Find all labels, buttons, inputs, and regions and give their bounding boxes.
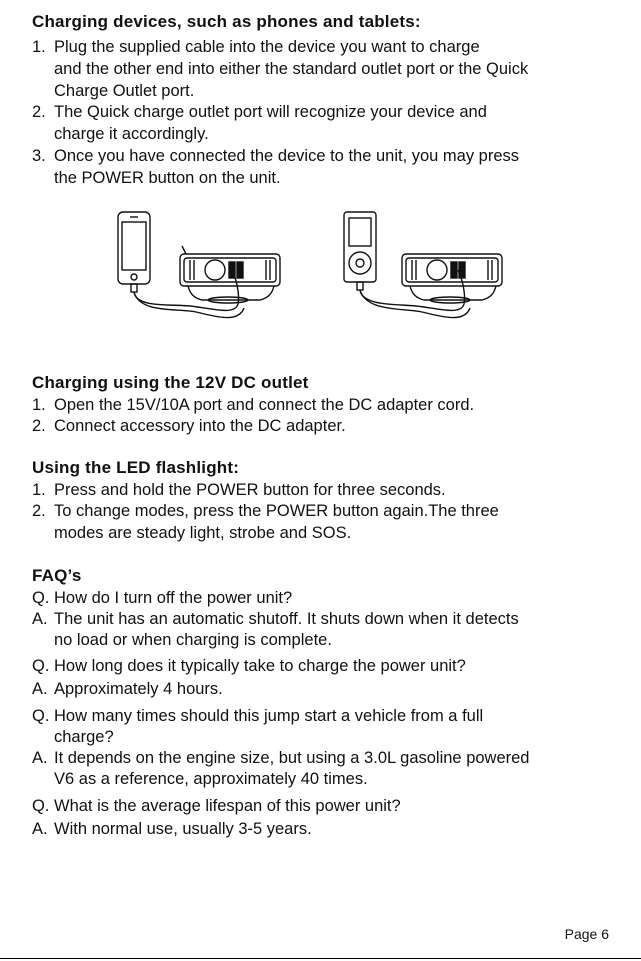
list-item-line: Plug the supplied cable into the device you want to charge — [54, 38, 480, 56]
list-number: 2. — [32, 417, 46, 435]
list-item-line: Press and hold the POWER button for three seconds. — [54, 481, 446, 499]
faq-question-text: What is the average lifespan of this power unit? — [54, 797, 401, 815]
faq-answer-text: With normal use, usually 3-5 years. — [54, 820, 312, 838]
faq-answer-text: V6 as a reference, approximately 40 times. — [54, 770, 368, 788]
faq-answer-marker: A. — [32, 680, 48, 698]
faq-question-marker: Q. — [32, 707, 50, 725]
list-item-line: and the other end into either the standard outlet port or the Quick — [54, 60, 529, 78]
faq-answer-text: It depends on the engine size, but using a 3.0L gasoline powered — [54, 749, 530, 767]
faq-question-text: How long does it typically take to charge the power unit? — [54, 657, 466, 675]
list-item-line: Connect accessory into the DC adapter. — [54, 417, 346, 435]
list-item-line: charge it accordingly. — [54, 125, 209, 143]
list-item-line: The Quick charge outlet port will recognize your device and — [54, 103, 487, 121]
section-heading-charging-devices: Charging devices, such as phones and tablets: — [32, 12, 421, 31]
page-number: Page 6 — [564, 926, 609, 942]
bottom-rule — [0, 958, 641, 959]
list-item-line: Once you have connected the device to the unit, you may press — [54, 147, 520, 165]
phone-charging-illustration — [110, 208, 290, 333]
list-number: 1. — [32, 38, 46, 56]
section-heading-faq: FAQ’s — [32, 566, 82, 585]
list-number: 2. — [32, 103, 46, 121]
list-number: 3. — [32, 147, 46, 165]
list-number: 1. — [32, 396, 46, 414]
faq-question-text: How many times should this jump start a vehicle from a full — [54, 707, 484, 725]
list-item-line: modes are steady light, strobe and SOS. — [54, 524, 352, 542]
list-item-line: the POWER button on the unit. — [54, 169, 281, 187]
section-heading-led-flashlight: Using the LED flashlight: — [32, 458, 240, 477]
faq-question-marker: Q. — [32, 657, 50, 675]
list-item-line: Charge Outlet port. — [54, 82, 195, 100]
faq-question-marker: Q. — [32, 797, 50, 815]
faq-answer-marker: A. — [32, 610, 48, 628]
faq-answer-text: Approximately 4 hours. — [54, 680, 223, 698]
list-item-line: Open the 15V/10A port and connect the DC adapter cord. — [54, 396, 475, 414]
faq-answer-text: no load or when charging is complete. — [54, 631, 332, 649]
media-player-charging-illustration — [336, 208, 516, 333]
list-number: 2. — [32, 502, 46, 520]
faq-answer-marker: A. — [32, 749, 48, 767]
faq-question-text: How do I turn off the power unit? — [54, 589, 293, 607]
faq-question-marker: Q. — [32, 589, 50, 607]
list-item-line: To change modes, press the POWER button again.The three — [54, 502, 499, 520]
faq-answer-text: The unit has an automatic shutoff. It shuts down when it detects — [54, 610, 519, 628]
list-number: 1. — [32, 481, 46, 499]
faq-answer-marker: A. — [32, 820, 48, 838]
section-heading-12v-dc-outlet: Charging using the 12V DC outlet — [32, 373, 309, 392]
faq-question-text: charge? — [54, 728, 114, 746]
